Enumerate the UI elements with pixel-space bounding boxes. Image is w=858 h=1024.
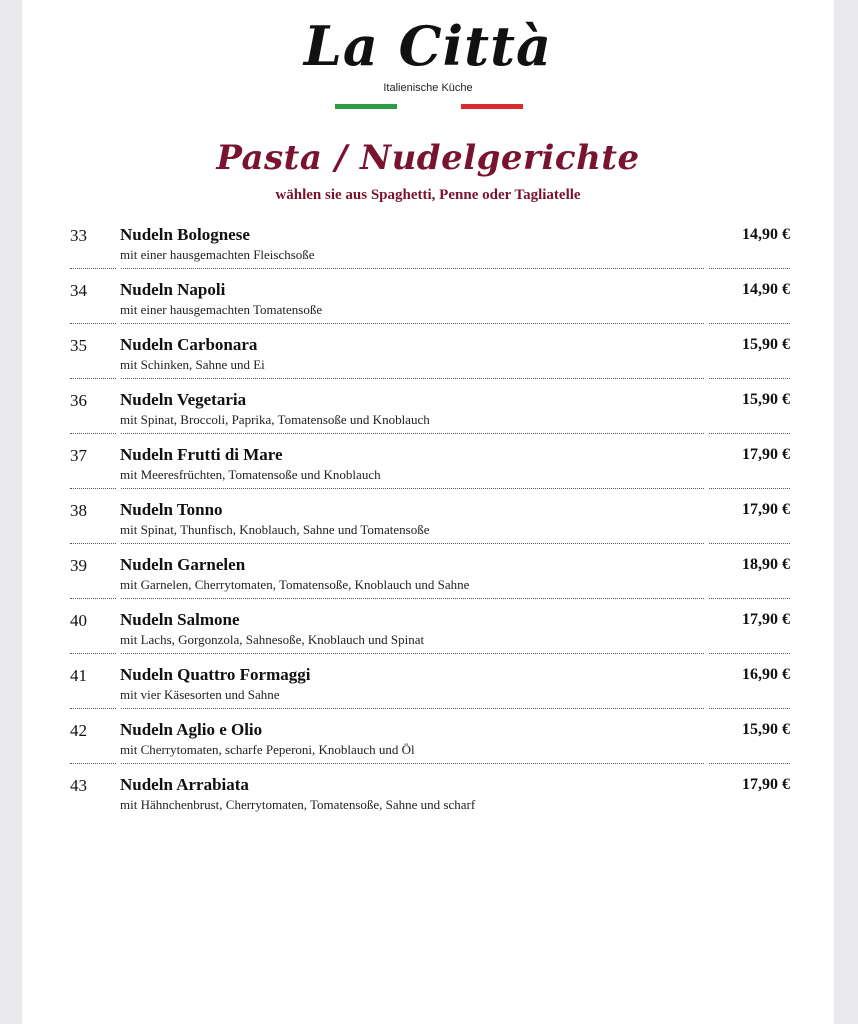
separator-gap: [117, 485, 121, 491]
separator-gap: [117, 430, 121, 436]
separator-gap: [117, 265, 121, 271]
item-number: 40: [70, 611, 87, 630]
separator-gap: [704, 375, 708, 381]
item-name: Nudeln Salmone: [120, 610, 240, 629]
section-subtitle: wählen sie aus Spaghetti, Penne oder Tagliatelle: [275, 187, 581, 203]
item-name: Nudeln Tonno: [120, 500, 223, 519]
item-price: 17,90 €: [742, 776, 790, 793]
item-number: 36: [70, 391, 87, 410]
menu-item: [70, 717, 790, 772]
separator-gap: [117, 705, 121, 711]
dotted-separator: [70, 653, 790, 654]
separator-gap: [704, 485, 708, 491]
separator-gap: [117, 595, 121, 601]
separator-gap: [704, 650, 708, 656]
menu-item: [70, 277, 790, 332]
item-price: 14,90 €: [742, 226, 790, 243]
item-price: 17,90 €: [742, 501, 790, 518]
item-number: 41: [70, 666, 87, 685]
separator-gap: [704, 320, 708, 326]
menu-item: [70, 772, 790, 827]
section-title: Pasta / Nudelgerichte: [216, 138, 640, 178]
menu-item: [70, 607, 790, 662]
item-name: Nudeln Quattro Formaggi: [120, 665, 311, 684]
flag-red-bar: [461, 104, 523, 109]
separator-gap: [704, 265, 708, 271]
dotted-separator: [70, 708, 790, 709]
separator-gap: [117, 320, 121, 326]
separator-gap: [704, 760, 708, 766]
menu-list: [70, 222, 790, 827]
item-description: mit vier Käsesorten und Sahne: [120, 687, 280, 702]
item-number: 38: [70, 501, 87, 520]
item-description: mit Spinat, Thunfisch, Knoblauch, Sahne und Tomatensoße: [120, 522, 430, 537]
dotted-separator: [70, 543, 790, 544]
separator-gap: [704, 430, 708, 436]
item-description: mit Cherrytomaten, scharfe Peperoni, Knoblauch und Öl: [120, 742, 415, 757]
separator-gap: [117, 760, 121, 766]
separator-gap: [117, 540, 121, 546]
restaurant-subtitle: Italienische Küche: [383, 82, 473, 94]
item-price: 14,90 €: [742, 281, 790, 298]
dotted-separator: [70, 598, 790, 599]
item-description: mit Garnelen, Cherrytomaten, Tomatensoße, Knoblauch und Sahne: [120, 577, 470, 592]
restaurant-name: La Città: [303, 14, 553, 78]
separator-gap: [704, 540, 708, 546]
item-description: mit einer hausgemachten Fleischsoße: [120, 247, 315, 262]
dotted-separator: [70, 323, 790, 324]
item-name: Nudeln Arrabiata: [120, 775, 249, 794]
item-number: 33: [70, 226, 87, 245]
separator-gap: [704, 595, 708, 601]
item-description: mit Schinken, Sahne und Ei: [120, 357, 265, 372]
dotted-separator: [70, 268, 790, 269]
item-price: 15,90 €: [742, 391, 790, 408]
item-name: Nudeln Bolognese: [120, 225, 250, 244]
item-price: 18,90 €: [742, 556, 790, 573]
item-number: 35: [70, 336, 87, 355]
item-name: Nudeln Garnelen: [120, 555, 246, 574]
item-description: mit Lachs, Gorgonzola, Sahnesoße, Knoblauch und Spinat: [120, 632, 425, 647]
item-name: Nudeln Carbonara: [120, 335, 258, 354]
item-number: 42: [70, 721, 87, 740]
item-number: 37: [70, 446, 87, 465]
brand-logo: [22, 14, 834, 94]
item-price: 15,90 €: [742, 336, 790, 353]
dotted-separator: [70, 488, 790, 489]
menu-item: [70, 497, 790, 552]
separator-gap: [117, 375, 121, 381]
menu-item: [70, 222, 790, 277]
item-price: 15,90 €: [742, 721, 790, 738]
dotted-separator: [70, 763, 790, 764]
item-description: mit Hähnchenbrust, Cherrytomaten, Tomatensoße, Sahne und scharf: [120, 797, 476, 812]
item-number: 39: [70, 556, 87, 575]
item-name: Nudeln Aglio e Olio: [120, 720, 263, 739]
separator-gap: [117, 650, 121, 656]
item-price: 16,90 €: [742, 666, 790, 683]
menu-item: [70, 552, 790, 607]
menu-page: [22, 0, 834, 1024]
menu-item: [70, 662, 790, 717]
item-description: mit Meeresfrüchten, Tomatensoße und Knoblauch: [120, 467, 381, 482]
item-number: 34: [70, 281, 87, 300]
menu-item: [70, 387, 790, 442]
item-price: 17,90 €: [742, 446, 790, 463]
menu-item: [70, 442, 790, 497]
item-number: 43: [70, 776, 87, 795]
separator-gap: [704, 705, 708, 711]
item-name: Nudeln Frutti di Mare: [120, 445, 283, 464]
flag-green-bar: [335, 104, 397, 109]
item-name: Nudeln Napoli: [120, 280, 226, 299]
item-description: mit Spinat, Broccoli, Paprika, Tomatensoße und Knoblauch: [120, 412, 430, 427]
menu-item: [70, 332, 790, 387]
dotted-separator: [70, 378, 790, 379]
item-description: mit einer hausgemachten Tomatensoße: [120, 302, 323, 317]
dotted-separator: [70, 433, 790, 434]
item-price: 17,90 €: [742, 611, 790, 628]
item-name: Nudeln Vegetaria: [120, 390, 247, 409]
